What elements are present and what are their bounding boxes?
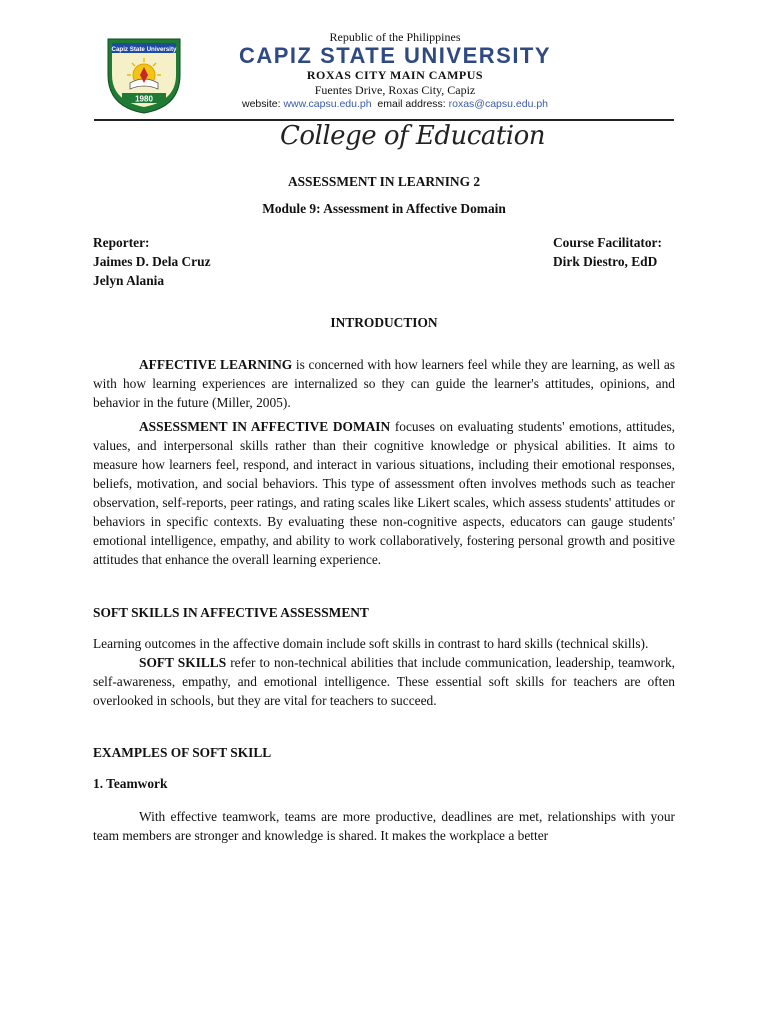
- logo-year: 1980: [135, 94, 153, 104]
- email-link[interactable]: roxas@capsu.edu.ph: [448, 98, 549, 110]
- term-affective-learning: AFFECTIVE LEARNING: [139, 357, 293, 372]
- reporter-label: Reporter:: [93, 235, 150, 250]
- facilitator-name: Dirk Diestro, EdD: [553, 254, 658, 269]
- document-body: [93, 172, 675, 845]
- introduction-heading: INTRODUCTION: [330, 315, 438, 330]
- paragraph-text: focuses on evaluating students' emotions, attitudes, values, and interpersonal skills rather than their cognitive knowledge or physical abilities. It aims to measure how learners feel, respond, and interact in various situations, including their emotional responses, beliefs, motivation, and social behaviors. This type of assessment often involves methods such as teacher observation, self-reports, peer ratings, and rating scales like Likert scales, which assess students' attitudes or behaviors in specific contexts. By evaluating these non-cognitive aspects, educators can gauge students' emotional intelligence, empathy, and ability to work collaboratively, fostering personal growth and positive attitudes that enhance the overall learning experience.: [93, 419, 675, 567]
- campus-name: ROXAS CITY MAIN CAMPUS: [306, 68, 484, 82]
- university-seal-logo: [104, 31, 184, 115]
- reporter-block: [93, 233, 211, 290]
- campus-address: Fuentes Drive, Roxas City, Capiz: [314, 83, 476, 97]
- paragraph-affective-assessment: [93, 417, 675, 569]
- paragraph-teamwork: With effective teamwork, teams are more productive, deadlines are met, relationships with your team members are stronger and knowledge is shared. It makes the workplace a better: [93, 809, 675, 843]
- letterhead-text: [200, 30, 590, 111]
- examples-heading: EXAMPLES OF SOFT SKILL: [93, 745, 272, 760]
- term-affective-assessment: ASSESSMENT IN AFFECTIVE DOMAIN: [139, 419, 391, 434]
- letterhead: [0, 0, 768, 151]
- email-label: email address:: [377, 98, 446, 110]
- republic-line: Republic of the Philippines: [329, 30, 461, 44]
- university-name: CAPIZ STATE UNIVERSITY: [238, 43, 552, 68]
- term-soft-skills: SOFT SKILLS: [139, 655, 227, 670]
- logo-banner-text: Capiz State University: [111, 46, 177, 53]
- reporter-name: Jaimes D. Dela Cruz: [93, 254, 211, 269]
- facilitator-block: [553, 233, 675, 290]
- soft-skills-heading: SOFT SKILLS IN AFFECTIVE ASSESSMENT: [93, 605, 369, 620]
- college-name: College of Education: [280, 121, 545, 151]
- teamwork-heading: 1. Teamwork: [93, 776, 168, 791]
- website-label: website:: [241, 98, 281, 110]
- reporter-name: Jelyn Alania: [93, 273, 165, 288]
- paragraph-text: is concerned with how learners feel while they are learning, as well as with how learning experiences are internalized so they can guide the learner's attitudes, opinions, and behavior in the future (Miller, 2005).: [93, 357, 675, 410]
- reporter-facilitator-block: [93, 233, 675, 290]
- course-title: ASSESSMENT IN LEARNING 2: [287, 174, 481, 189]
- contact-line: [200, 97, 590, 111]
- paragraph-affective-learning: [93, 355, 675, 412]
- website-link[interactable]: www.capsu.edu.ph: [283, 98, 372, 110]
- paragraph-text: refer to non-technical abilities that include communication, leadership, teamwork, self-awareness, empathy, and emotional intelligence. These essential soft skills for teachers are often overlooked in schools, but they are vital for teachers to succeed.: [93, 655, 675, 708]
- module-title: Module 9: Assessment in Affective Domain: [262, 201, 506, 216]
- facilitator-label: Course Facilitator:: [553, 235, 662, 250]
- paragraph-learning-outcomes: Learning outcomes in the affective domain include soft skills in contrast to hard skills (technical skills).: [93, 636, 649, 651]
- paragraph-soft-skills: [93, 653, 675, 710]
